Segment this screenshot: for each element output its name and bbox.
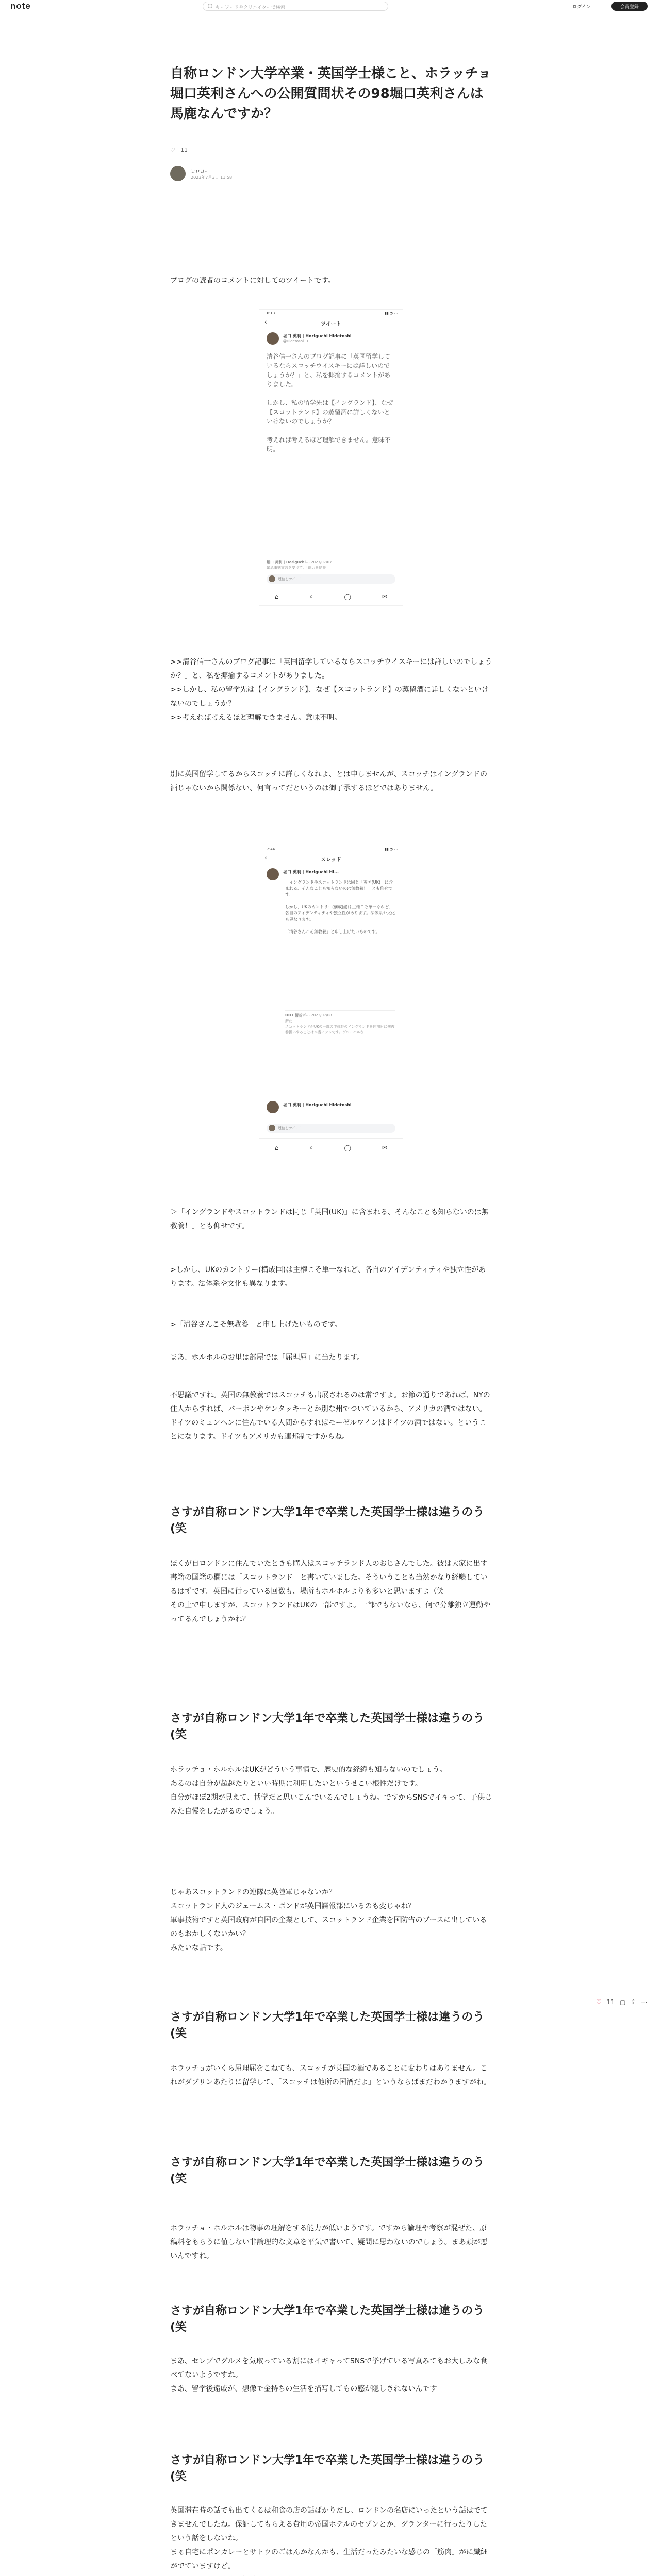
home-icon: ⌂	[275, 592, 279, 600]
tweet-nav: ‹ ツイート	[259, 317, 403, 329]
section-heading: さすが自称ロンドン大学1年で卒業した英国学士様は違うのう(笑	[170, 2156, 485, 2185]
paragraph: じゃあスコットランドの連隊は英陸軍じゃないか？ スコットランド人のジェームス・ボンドが英国諜報部にいるのも変じゃね？ 軍事技術ですと英国政府が自国の企業として、スコットランド企業を国防省のブースに出しているのもおかしくないかい？ みたいな話です。	[170, 1888, 487, 1952]
mail-icon: ✉	[382, 1144, 387, 1151]
status-bar: 16:13 ▮▮ ◔ ▭	[264, 311, 398, 315]
avatar	[267, 1101, 279, 1113]
tweet-author: 堀口 英利 | Horiguchi Hidetoshi	[267, 1101, 395, 1116]
comment-icon[interactable]: ▢	[620, 1998, 626, 2006]
article-title: 自称ロンドン大学卒業・英国学士様こと、ホラッチョ堀口英利さんへの公開質問状その98堀口英利さんは馬鹿なんですか？	[170, 66, 491, 122]
reply-field: 返信をツイート	[267, 1124, 395, 1133]
tab-bar	[259, 1138, 403, 1157]
paragraph: >>清谷信一さんのブログ記事に「英国留学しているならスコッチウイスキーには詳しいのでしょうか？」と、私を揶揄するコメントがありました。 >>しかし、私の留学先は【イングランド】、なぜ【スコットランド】の蒸留酒に詳しくないといけないのでしょうか？ >>考えれば考えるほど理解できません。意味不明。	[170, 658, 492, 722]
more-icon[interactable]: ⋯	[641, 1998, 648, 2006]
login-button[interactable]: ログイン	[572, 5, 591, 10]
status-bar: 12:44 ▮▮ ◔ ▭	[264, 847, 398, 851]
section-heading: さすが自称ロンドン大学1年で卒業した英国学士様は違うのう(笑	[170, 2454, 485, 2483]
bell-icon: ◯	[344, 1144, 351, 1151]
embedded-tweet-screenshot	[259, 309, 403, 606]
side-action-rail	[596, 1998, 652, 2009]
like-area	[170, 147, 188, 154]
search-placeholder: キーワードやクリエイターで検索	[216, 5, 285, 10]
site-header	[0, 0, 662, 12]
tab-bar	[259, 587, 403, 605]
note-logo[interactable]: note	[10, 1, 31, 11]
search-icon: ⌕	[309, 1144, 313, 1151]
rail-like-count: 11	[606, 1998, 615, 2006]
paragraph: 別に英国留学してるからスコッチに詳しくなれよ、とは申しませんが、スコッチはイングランドの酒じゃないから関係ない、何言ってだというのは御了承するほどではありません。	[170, 770, 488, 792]
signup-button[interactable]: 会員登録	[611, 2, 648, 11]
paragraph: ブログの読者のコメントに対してのツイートです。	[170, 277, 335, 285]
paragraph: ホラッチョ・ホルホルは物事の理解をする能力が低いようです。ですから論理や考察が混ぜた、原稿料をもらうに値しない非論理的な文章を平気で書いて、疑問に思わないのでしょう。まあ頭が悪いんですね。	[170, 2224, 488, 2260]
paragraph: 不思議ですね。英国の無教養ではスコッチも出展されるのは常ですよ。お節の通りであれば、NYの住人からすれば、バーボンやケンタッキーとか別な州でついているから、アメリカの酒ではない。ドイツのミュンヘンに住んでいる人間からすればモーゼルワインはドイツの酒ではない。ということになります。ドイツもアメリカも連邦制ですからね。	[170, 1391, 490, 1441]
paragraph: ぼくが自ロンドンに住んでいたときも購入はスコッチランド人のおじさんでした。彼は大家に出す書籍の国籍の欄には「スコットランド」と書いていました。そういうことも当然かなり経験しているはずです。英国に行っている回数も、場所もホルホルよりも多いと思いますよ（笑 その上で申しますが、スコットランドはUKの一部ですよ。一部でもないなら、何で分離独立運動やってるんでしょうかね？	[170, 1560, 491, 1623]
tweet-nav: ‹ スレッド	[259, 853, 403, 865]
section-heading: さすが自称ロンドン大学1年で卒業した英国学士様は違うのう(笑	[170, 1506, 485, 1535]
avatar	[267, 868, 279, 880]
section-heading: さすが自称ロンドン大学1年で卒業した英国学士様は違うのう(笑	[170, 2011, 485, 2040]
back-icon: ‹	[264, 854, 267, 861]
post-date: 2023年7月3日 11:58	[191, 175, 233, 180]
author-name[interactable]: ヨロヨー	[191, 169, 210, 174]
heart-icon[interactable]: ♡	[596, 1998, 602, 2006]
section-heading: さすが自称ロンドン大学1年で卒業した英国学士様は違うのう(笑	[170, 2304, 485, 2334]
avatar	[267, 332, 279, 345]
tweet-text: 清谷信一さんのブログ記事に「英国留学しているならスコッチウイスキーには詳しいのでしょうか？」と、私を揶揄するコメントがありました。 しかし、私の留学先は【イングランド】、なぜ【スコットランド】の蒸留酒に詳しくないといけないのでしょうか？ 考えれば考えるほど理解できません。意味不明。	[267, 353, 393, 453]
paragraph: ＞「イングランドやスコットランドは同じ「英国(UK)」に含まれる、そんなことも知らないのは無教養！」とも仰せです。	[170, 1208, 489, 1230]
back-icon: ‹	[264, 318, 267, 326]
quoted-tweet: 堀口 英利 | Horiguchi... 2023/07/07 緊急事態宣言を受けて、「総力を結集	[267, 557, 395, 571]
embedded-tweet-screenshot	[259, 845, 403, 1157]
paragraph: ホラッチョ・ホルホルはUKがどういう事情で、歴史的な経緯も知らないのでしょう。 あるのは自分が超越たりといい時期に利用したいというせこい根性だけです。 自分がほぼ2期が見えて、博学だと思いこんでいるんでしょうね。ですからSNSでイキって、子供じみた自慢をしたがるのでしょう。	[170, 1766, 492, 1816]
reply-field: 返信をツイート	[267, 574, 395, 584]
tweet-author: 堀口 英利 | Horiguchi Hidetoshi @Hidetoshi_H_	[267, 332, 395, 348]
paragraph: >しかし、UKのカントリー(構成国)は主権こそ単一なれど、各自のアイデンティティや独立性があります。法体系や文化も異なります。	[170, 1266, 486, 1288]
paragraph: まあ、セレブでグルメを気取っている割にはイギャってSNSで挙げている写真みてもお大しみな食べてないようですね。 まあ、留学後遠戚が、想像で金持ちの生活を描写してもの感が隠しきれないんです	[170, 2357, 488, 2393]
paragraph: >「清谷さんこそ無教養」と申し上げたいものです。	[170, 1320, 342, 1329]
tweet-text: 「イングランドやスコットランドは同じ「英国(UK)」に含まれる、そんなことも知らないのは無教養！」とも仰せです。 しかし、UKのカントリー(構成国)は主権こそ単一なれど、各自のアイデンティティや独立性があります。法体系や文化も異なります。 「清谷さんこそ無教養」と申し上げたいものです。	[285, 880, 395, 934]
tweet-author: 堀口 英利 | Horiguchi Hi...	[267, 868, 395, 884]
avatar[interactable]	[170, 166, 186, 181]
search-icon: ⌕	[309, 592, 313, 600]
heart-icon[interactable]: ♡	[170, 147, 175, 154]
like-count: 11	[180, 147, 188, 154]
paragraph: 英国滞在時の話でも出てくるは和食の店の話ばかりだし、ロンドンの名店にいったという話はでてきませんでしたね。保証してもらえる費用の帝国ホテルのセゾンとか、グランターに行ったりしたという話をしないね。 まぁ自宅にポンカレーとサトウのごはんかなんかも、生活だったみたいな感じの「筋肉」がに繊細がでていますけど。	[170, 2506, 488, 2570]
paragraph: ホラッチョがいくら屈理屈をこねても、スコッチが英国の酒であることに変わりはありません。これがダブリンあたりに留学して、「スコッチは他所の国酒だよ」というならばまだわかりますがね。	[170, 2064, 491, 2087]
mail-icon: ✉	[382, 592, 387, 600]
quoted-tweet: OOT 清谷ポ... 2023/07/08 所た... スコットランドがUKの一部の主体性のイングランドを同前日に無教養扱いすることは本当にアレです。グローバルな...	[285, 1010, 395, 1036]
share-icon[interactable]: ⇪	[631, 1998, 636, 2006]
search-input[interactable]	[203, 2, 388, 11]
search-icon	[208, 4, 212, 8]
home-icon: ⌂	[275, 1144, 279, 1151]
section-heading: さすが自称ロンドン大学1年で卒業した英国学士様は違うのう(笑	[170, 1712, 485, 1741]
paragraph: まあ、ホルホルのお里は部屋では「屈理屈」に当たります。	[170, 1353, 365, 1362]
bell-icon: ◯	[344, 592, 351, 600]
